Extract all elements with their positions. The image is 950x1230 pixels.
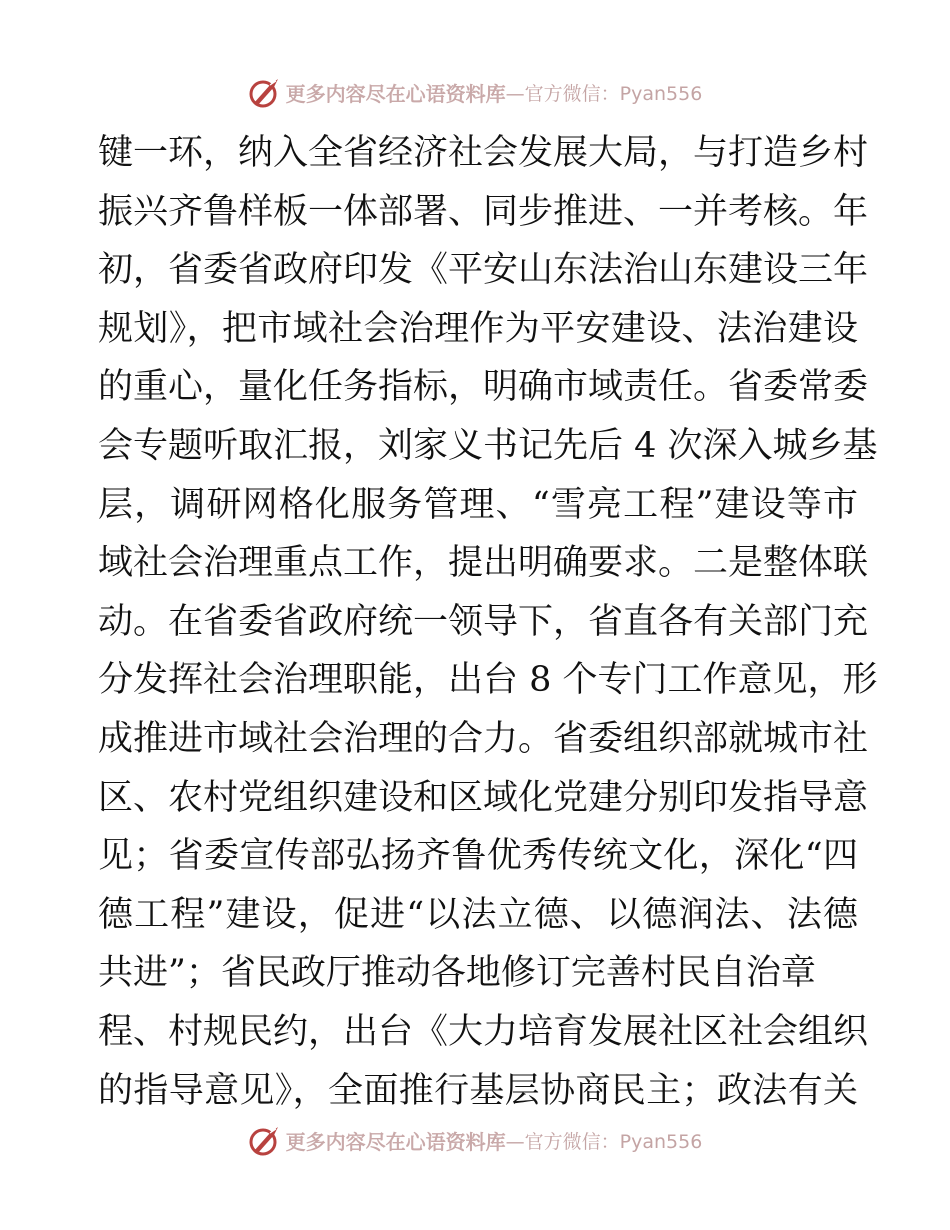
document-body	[98, 124, 878, 1120]
text-line: 分发挥社会治理职能，出台 8 个专门工作意见，形	[98, 660, 878, 701]
header-site-text: 更多内容尽在心语资料库	[285, 81, 506, 106]
text-line: 德工程”建设，促进“以法立德、以德润法、法德	[98, 894, 858, 935]
text-line: 共进”；省民政厅推动各地修订完善村民自治章	[98, 953, 816, 994]
quill-logo-icon	[248, 75, 282, 109]
footer-watermark-banner	[0, 1120, 950, 1160]
text-line: 域社会治理重点工作，提出明确要求。二是整体联	[98, 543, 869, 584]
text-line: 层，调研网格化服务管理、“雪亮工程”建设等市	[98, 484, 858, 525]
header-watermark-banner	[0, 72, 950, 112]
text-line: 的重心，量化任务指标，明确市域责任。省委常委	[98, 367, 869, 408]
text-line: 见；省委宣传部弘扬齐鲁优秀传统文化，深化“四	[98, 836, 858, 877]
text-line: 成推进市域社会治理的合力。省委组织部就城市社	[98, 718, 869, 759]
quill-logo-icon	[248, 1123, 282, 1157]
header-wechat-text: —官方微信：Pyan556	[505, 82, 703, 105]
text-line: 程、村规民约，出台《大力培育发展社区社会组织	[98, 1011, 869, 1052]
footer-site-text: 更多内容尽在心语资料库	[285, 1129, 506, 1154]
text-line: 会专题听取汇报，刘家义书记先后 4 次深入城乡基	[98, 425, 878, 466]
text-line: 振兴齐鲁样板一体部署、同步推进、一并考核。年	[98, 191, 869, 232]
text-line: 区、农村党组织建设和区域化党建分别印发指导意	[98, 777, 869, 818]
text-line: 键一环，纳入全省经济社会发展大局，与打造乡村	[98, 133, 869, 173]
text-line: 规划》，把市域社会治理作为平安建设、法治建设	[98, 308, 858, 349]
text-line: 初，省委省政府印发《平安山东法治山东建设三年	[98, 250, 869, 291]
text-line: 动。在省委省政府统一领导下，省直各有关部门充	[98, 601, 869, 642]
text-line: 的指导意见》，全面推行基层协商民主；政法有关	[98, 1070, 858, 1111]
footer-wechat-text: —官方微信：Pyan556	[505, 1130, 703, 1153]
